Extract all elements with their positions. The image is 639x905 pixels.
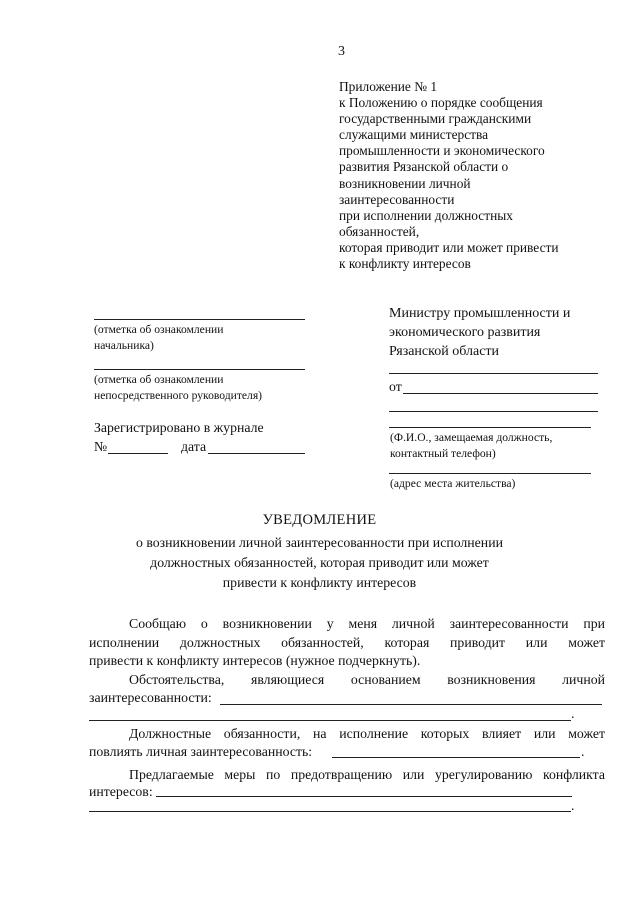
paragraph-1-line-3: привести к конфликту интересов (нужное подчеркнуть). bbox=[89, 653, 421, 668]
from-field-line-4[interactable] bbox=[389, 427, 591, 428]
address-field-line[interactable] bbox=[389, 473, 591, 474]
registered-in-journal: Зарегистрировано в журнале bbox=[94, 420, 264, 435]
paragraph-4-line-1: Предлагаемые меры по предотвращению или урегулированию конфликта bbox=[129, 767, 605, 782]
head-signature-line bbox=[94, 319, 305, 320]
direct-manager-acknowledgement-note: (отметка об ознакомлении непосредственного руководителя) bbox=[94, 373, 263, 402]
appendix-line: промышленности и экономического bbox=[339, 143, 545, 159]
period: . bbox=[581, 744, 585, 759]
paragraph-3-line-1: Должностные обязанности, на исполнение которых влияет или может bbox=[129, 726, 605, 741]
paragraph-4-line-2: интересов: bbox=[89, 784, 153, 799]
measures-field-1[interactable] bbox=[156, 796, 572, 797]
paragraph-1-line-1: Сообщаю о возникновении у меня личной заинтересованности при bbox=[129, 616, 605, 631]
duties-field[interactable] bbox=[332, 757, 580, 758]
paragraph-2-line-1: Обстоятельства, являющиеся основанием возникновения личной bbox=[129, 672, 605, 687]
paragraph-3-line-2: повлиять личная заинтересованность: bbox=[89, 744, 313, 759]
measures-field-2[interactable] bbox=[89, 811, 571, 812]
journal-date-field[interactable] bbox=[208, 453, 305, 454]
circumstances-field-2[interactable] bbox=[89, 720, 571, 721]
notice-subtitle: о возникновении личной заинтересованности при исполнении должностных обязанностей, которая приводит или может привести к конфликту интересов bbox=[136, 535, 503, 590]
appendix-line: при исполнении должностных bbox=[339, 207, 513, 223]
from-label: от bbox=[389, 379, 402, 394]
appendix-header bbox=[339, 79, 619, 272]
appendix-line: возникновении личной bbox=[339, 175, 471, 191]
period: . bbox=[571, 706, 575, 721]
journal-number-field[interactable] bbox=[108, 453, 168, 454]
journal-date-label: дата bbox=[181, 439, 207, 454]
circumstances-field-1[interactable] bbox=[220, 704, 602, 705]
from-field-line-1[interactable] bbox=[389, 373, 598, 374]
fio-note: (Ф.И.О., замещаемая должность, контактный телефон) bbox=[390, 431, 553, 460]
period: . bbox=[571, 798, 575, 813]
appendix-line: государственными гражданскими bbox=[339, 111, 532, 127]
appendix-line: к Положению о порядке сообщения bbox=[339, 95, 543, 111]
appendix-line: заинтересованности bbox=[339, 191, 455, 207]
address-note: (адрес места жительства) bbox=[390, 477, 516, 490]
direct-manager-signature-line bbox=[94, 369, 305, 370]
head-acknowledgement-note: (отметка об ознакомлении начальника) bbox=[94, 323, 224, 352]
appendix-line: служащими министерства bbox=[339, 127, 489, 143]
appendix-line: развития Рязанской области о bbox=[339, 159, 509, 175]
appendix-line: обязанностей, bbox=[339, 223, 420, 239]
paragraph-2-line-2: заинтересованности: bbox=[89, 690, 212, 705]
journal-number-label: № bbox=[94, 439, 108, 454]
paragraph-1-line-2: исполнении должностных обязанностей, которая приводит или может bbox=[89, 635, 605, 650]
from-field-line-3[interactable] bbox=[389, 411, 598, 412]
page-number: 3 bbox=[338, 44, 345, 59]
appendix-line: Приложение № 1 bbox=[339, 79, 438, 94]
appendix-line: которая приводит или может привести bbox=[339, 239, 559, 255]
addressee: Министру промышленности и экономического развития Рязанской области bbox=[389, 306, 571, 359]
from-field-line-2[interactable] bbox=[403, 393, 598, 394]
appendix-line: к конфликту интересов bbox=[339, 256, 471, 272]
notice-title: УВЕДОМЛЕНИЕ bbox=[262, 512, 377, 528]
